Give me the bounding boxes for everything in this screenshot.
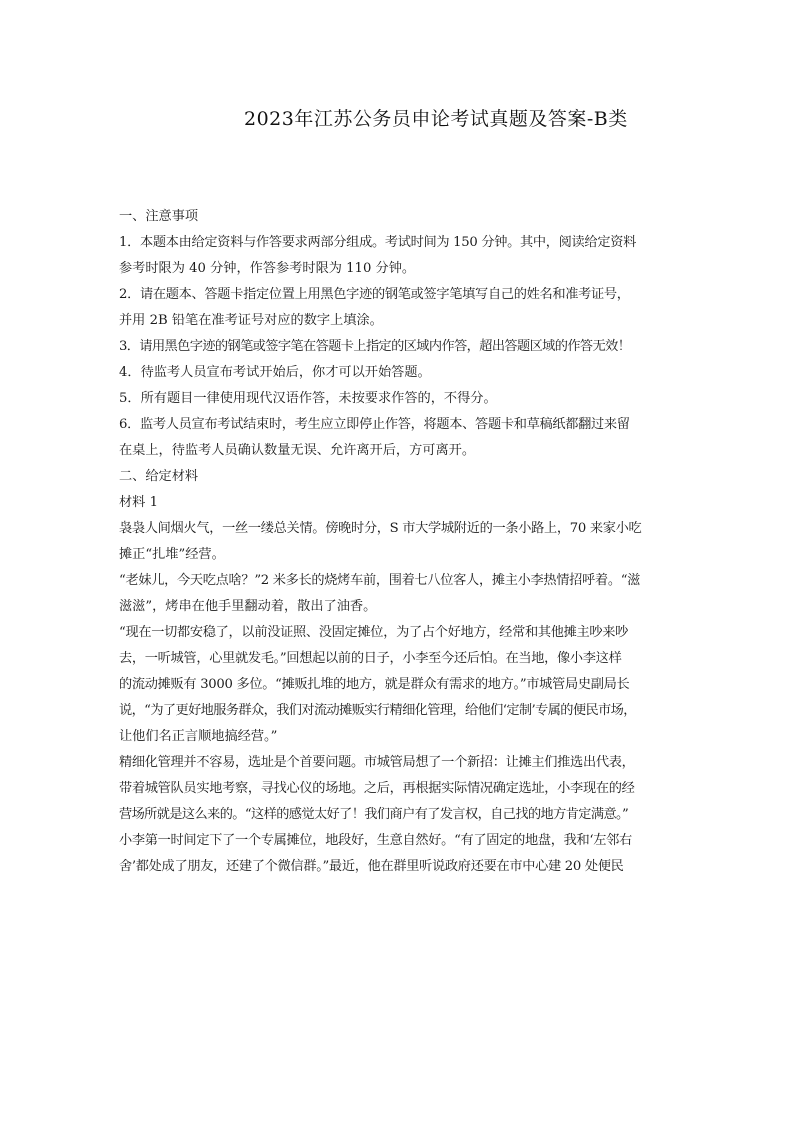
paragraph-line: “现在一切都安稳了，以前没证照、没固定摊位，为了占个好地方，经常和其他摊主吵来吵 [119,625,629,640]
paragraph-line: 带着城管队员实地考察，寻找心仪的场地。之后，再根据实际情况确定选址，小李现在的经 [119,781,635,796]
paragraph-line: 滋滋”，烤串在他手里翻动着，散出了油香。 [119,599,377,614]
paragraph-line: 精细化管理并不容易，选址是个首要问题。市城管局想了一个新招：让摊主们推选出代表， [119,755,635,770]
paragraph-line: 5．所有题目一律使用现代汉语作答，未按要求作答的，不得分。 [119,391,497,406]
section-heading-materials: 二、给定材料 [119,469,199,484]
paragraph-line: 并用 2B 铅笔在准考证号对应的数字上填涂。 [119,313,383,328]
paragraph-line: 3．请用黑色字迹的钢笔或签字笔在答题卡上指定的区域内作答，超出答题区域的作答无效！ [119,339,631,354]
document-title: 2023年江苏公务员申论考试真题及答案-B类 [244,108,628,130]
paragraph-line: 让他们名正言顺地搞经营。” [119,729,278,744]
paragraph-line: 说，“为了更好地服务群众，我们对流动摊贩实行精细化管理，给他们‘定制’专属的便民市场， [119,703,636,718]
paragraph-line: 参考时限为 40 分钟，作答参考时限为 110 分钟。 [119,261,416,276]
paragraph-line: 的流动摊贩有 3000 多位。“摊贩扎堆的地方，就是群众有需求的地方。”市城管局史副局长 [119,677,630,692]
material-heading: 材料 1 [119,495,158,510]
paragraph-line: 舍’都处成了朋友，还建了个微信群。”最近，他在群里听说政府还要在市中心建 20 处便民 [119,859,624,874]
paragraph-line: 营场所就是这么来的。“这样的感觉太好了！我们商户有了发言权，自己找的地方肯定满意。” [119,807,629,822]
paragraph-line: 4．待监考人员宣布考试开始后，你才可以开始答题。 [119,365,431,380]
paragraph-line: 1．本题本由给定资料与作答要求两部分组成。考试时间为 150 分钟。其中，阅读给定资料 [119,235,636,250]
paragraph-line: “老妹儿，今天吃点啥？”2 米多长的烧烤车前，围着七八位客人，摊主小李热情招呼着。“滋 [119,573,641,588]
paragraph-line: 袅袅人间烟火气，一丝一缕总关情。傍晚时分，S 市大学城附近的一条小路上，70 来家小吃 [119,521,642,536]
paragraph-line: 2．请在题本、答题卡指定位置上用黑色字迹的钢笔或签字笔填写自己的姓名和准考证号， [119,287,630,302]
paragraph-line: 摊正“扎堆”经营。 [119,547,225,562]
section-heading-notice: 一、注意事项 [119,209,199,224]
document-body [119,204,719,880]
paragraph-line: 去，一听城管，心里就发毛。”回想起以前的日子，小李至今还后怕。在当地，像小李这样 [119,651,622,666]
paragraph-line: 6．监考人员宣布考试结束时，考生应立即停止作答，将题本、答题卡和草稿纸都翻过来留 [119,417,630,432]
paragraph-line: 小李第一时间定下了一个专属摊位，地段好，生意自然好。“有了固定的地盘，我和‘左邻右 [119,833,632,848]
paragraph-line: 在桌上，待监考人员确认数量无误、允许离开后，方可离开。 [119,443,476,458]
